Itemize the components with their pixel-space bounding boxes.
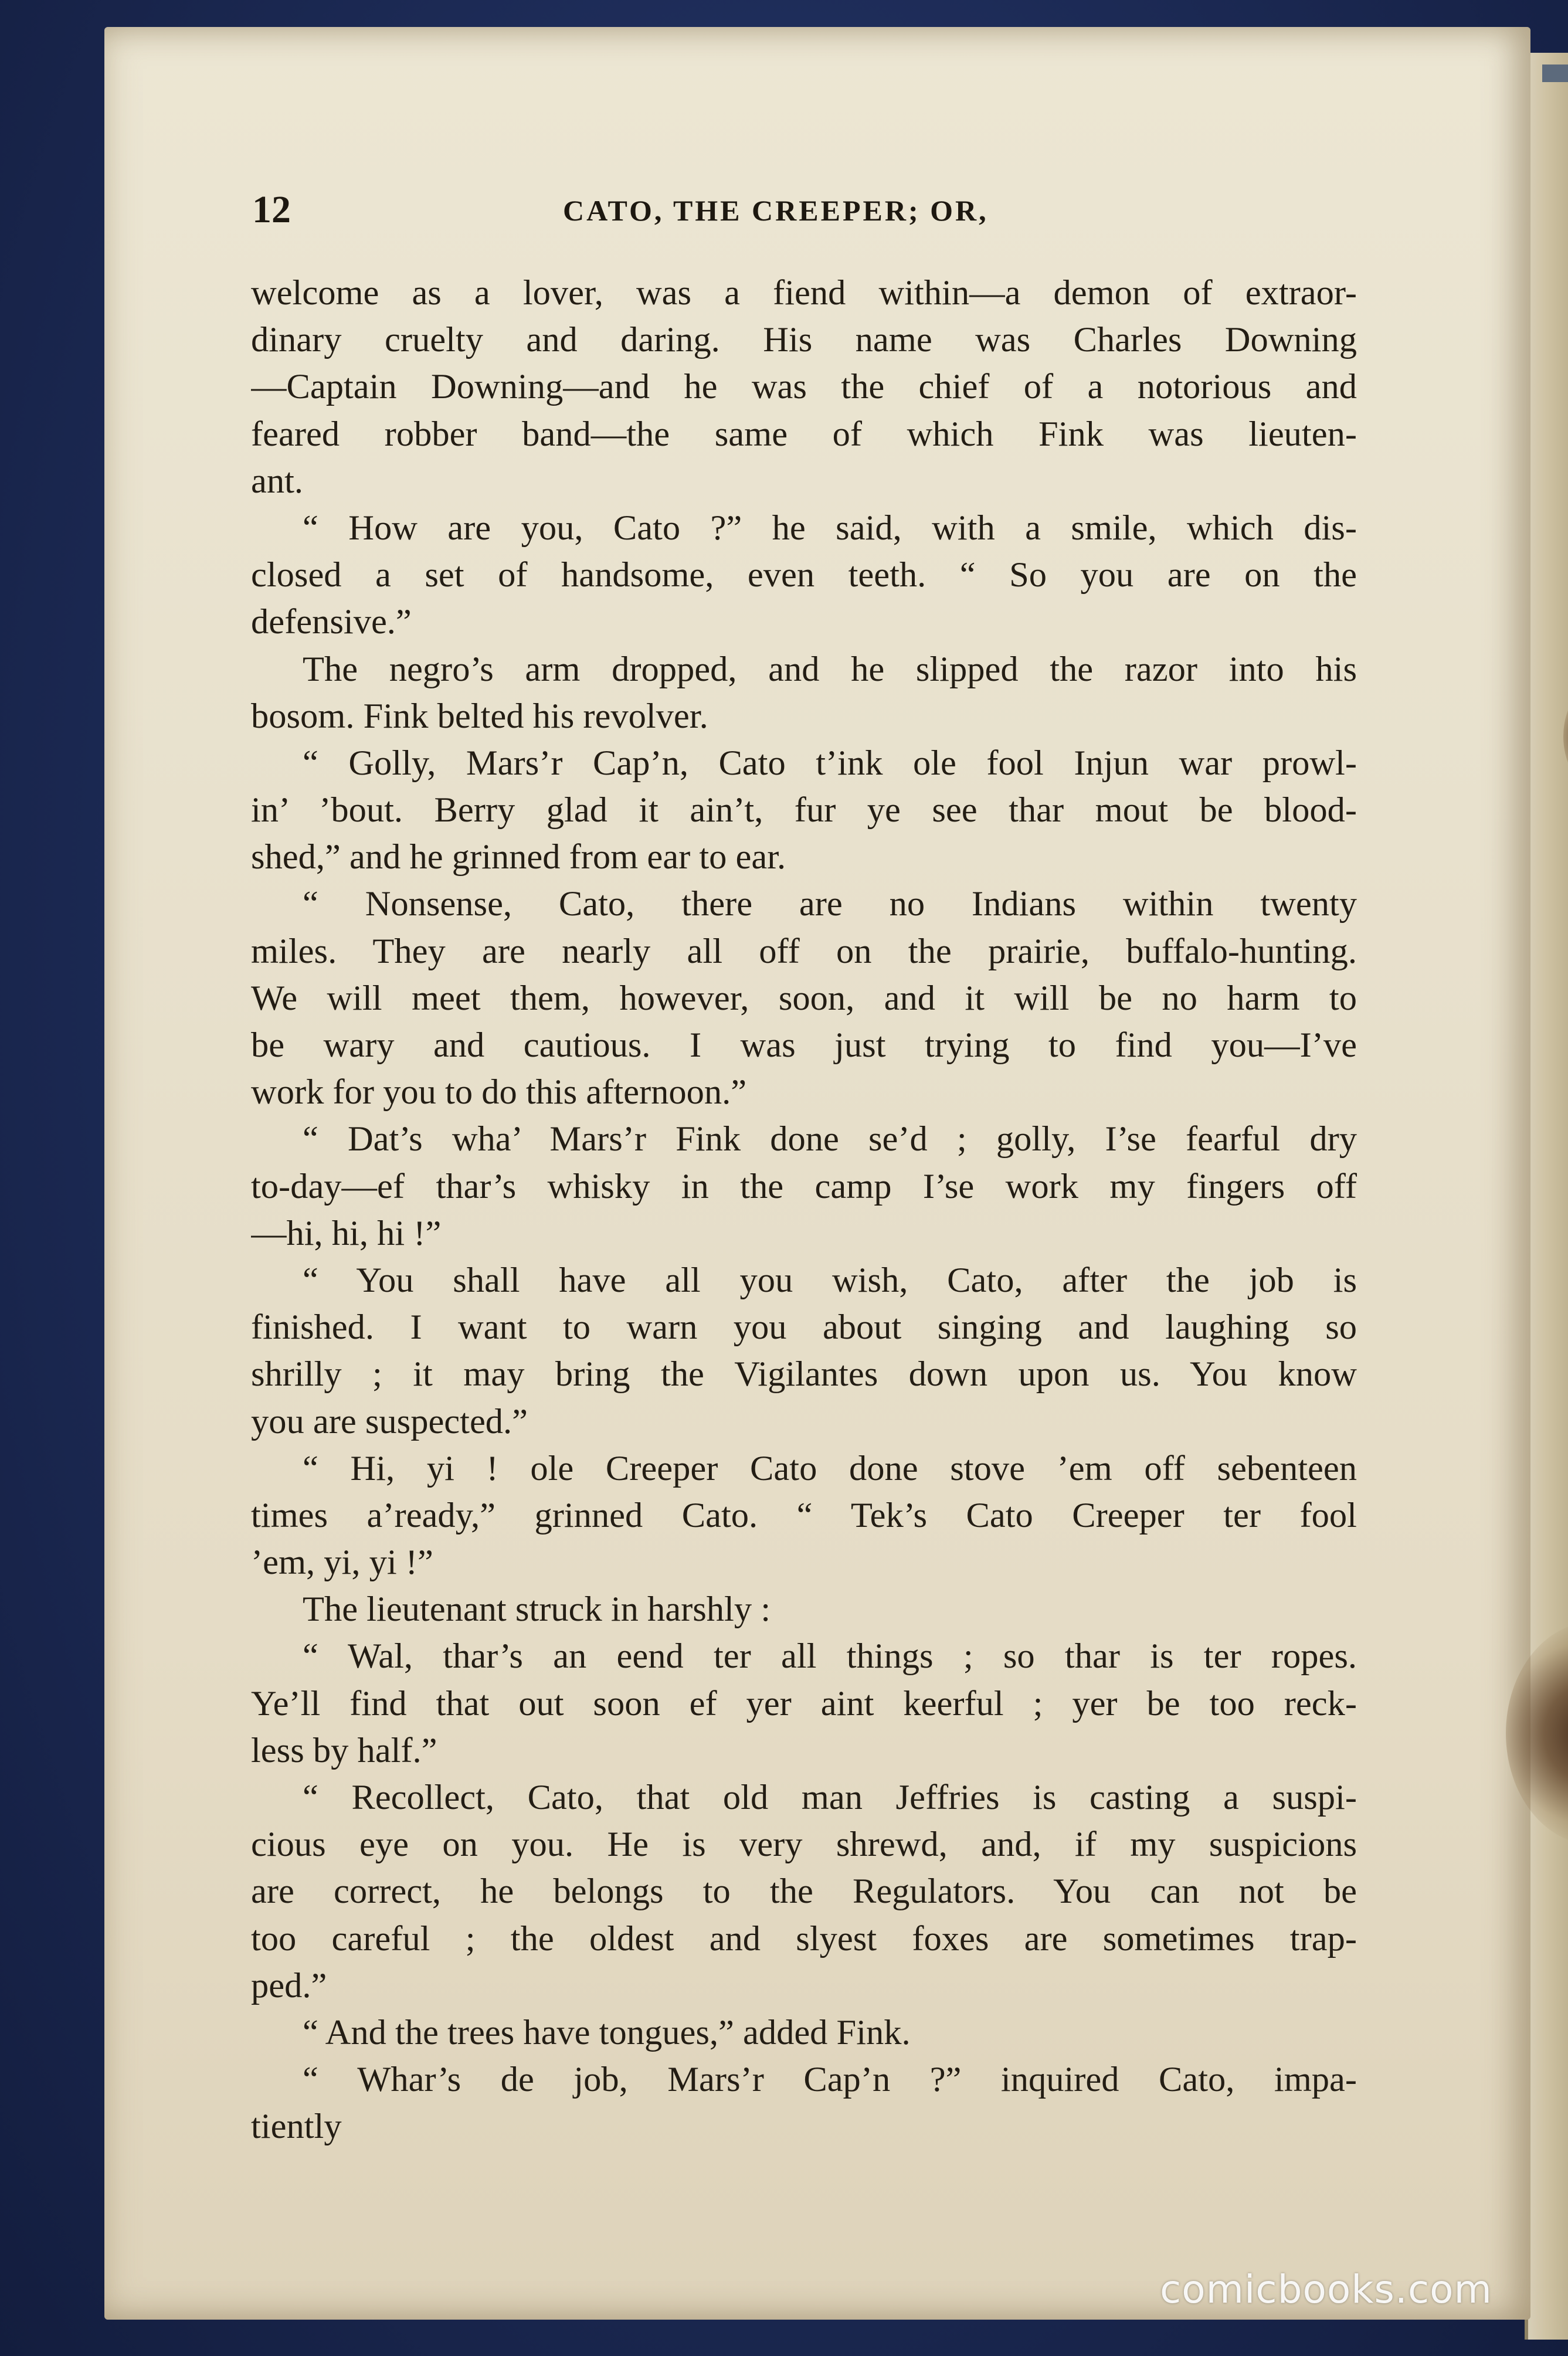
text-line: work for you to do this afternoon.”: [251, 1072, 747, 1112]
text-line: closed a set of handsome, even teeth. “ So you are on the: [251, 555, 1357, 595]
text-line: shrilly ; it may bring the Vigilantes down upon us. You know: [251, 1354, 1357, 1394]
text-line: ped.”: [251, 1965, 327, 2005]
text-line: ant.: [251, 461, 304, 501]
ink-stain: [1506, 1622, 1568, 1845]
text-line: “ Hi, yi ! ole Creeper Cato done stove ’em off sebenteen: [303, 1448, 1357, 1488]
text-line: The lieutenant struck in harshly :: [303, 1590, 771, 1629]
text-line: “ You shall have all you wish, Cato, after the job is: [303, 1260, 1357, 1300]
text-line: feared robber band—the same of which Fink was lieuten-: [251, 414, 1357, 454]
text-line: “ Nonsense, Cato, there are no Indians within twenty: [303, 884, 1357, 924]
text-line: ’em, yi, yi !”: [251, 1543, 433, 1583]
text-line: “ How are you, Cato ?” he said, with a smile, which dis-: [303, 508, 1357, 548]
text-line: miles. They are nearly all off on the prairie, buffalo-hunting.: [251, 931, 1357, 971]
text-line: welcome as a lover, was a fiend within—a demon of extraor-: [251, 273, 1357, 313]
running-head: [252, 186, 1366, 233]
text-line: We will meet them, however, soon, and it will be no harm to: [251, 978, 1357, 1018]
text-line: —hi, hi, hi !”: [251, 1213, 442, 1253]
text-line: “ Dat’s wha’ Mars’r Fink done se’d ; golly, I’se fearful dry: [303, 1119, 1357, 1159]
text-line: too careful ; the oldest and slyest foxes are sometimes trap-: [251, 1919, 1357, 1958]
body-text: [251, 270, 1357, 2151]
text-line: The negro’s arm dropped, and he slipped the razor into his: [303, 649, 1357, 689]
text-line: finished. I want to warn you about singing and laughing so: [251, 1308, 1357, 1347]
text-line: Ye’ll find that out soon ef yer aint keerful ; yer be too reck-: [251, 1683, 1357, 1723]
text-line: times a’ready,” grinned Cato. “ Tek’s Cato Creeper ter fool: [251, 1495, 1357, 1535]
text-line: dinary cruelty and daring. His name was Charles Downing: [251, 320, 1357, 360]
running-head-title: CATO, THE CREEPER; OR,: [563, 194, 989, 227]
text-line: are correct, he belongs to the Regulators. You can not be: [251, 1872, 1357, 1912]
watermark: comicbooks.com: [1160, 2267, 1492, 2312]
text-line: tiently: [251, 2107, 342, 2147]
text-line: in’ ’bout. Berry glad it ain’t, fur ye see thar mout be blood-: [251, 790, 1357, 830]
facing-page-edge: [1525, 53, 1568, 2340]
text-line: “ Golly, Mars’r Cap’n, Cato t’ink ole fool Injun war prowl-: [303, 743, 1357, 783]
text-line: bosom. Fink belted his revolver.: [251, 696, 708, 736]
binding-strip: [1542, 64, 1568, 82]
text-line: —Captain Downing—and he was the chief of a notorious and: [251, 367, 1357, 407]
page-number: 12: [252, 188, 291, 231]
text-line: “ Whar’s de job, Mars’r Cap’n ?” inquired Cato, impa-: [303, 2060, 1357, 2100]
text-line: be wary and cautious. I was just trying to find you—I’ve: [251, 1026, 1357, 1065]
text-line: “ Wal, thar’s an eend ter all things ; so thar is ter ropes.: [303, 1637, 1357, 1676]
text-line: “ And the trees have tongues,” added Fink.: [303, 2012, 911, 2052]
text-line: to-day—ef thar’s whisky in the camp I’se work my fingers off: [251, 1166, 1357, 1206]
text-line: you are suspected.”: [251, 1401, 528, 1441]
text-line: shed,” and he grinned from ear to ear.: [251, 837, 786, 877]
text-line: less by half.”: [251, 1730, 437, 1770]
text-line: “ Recollect, Cato, that old man Jeffries is casting a suspi-: [303, 1778, 1357, 1817]
text-line: cious eye on you. He is very shrewd, and, if my suspicions: [251, 1825, 1357, 1865]
text-line: defensive.”: [251, 602, 412, 642]
